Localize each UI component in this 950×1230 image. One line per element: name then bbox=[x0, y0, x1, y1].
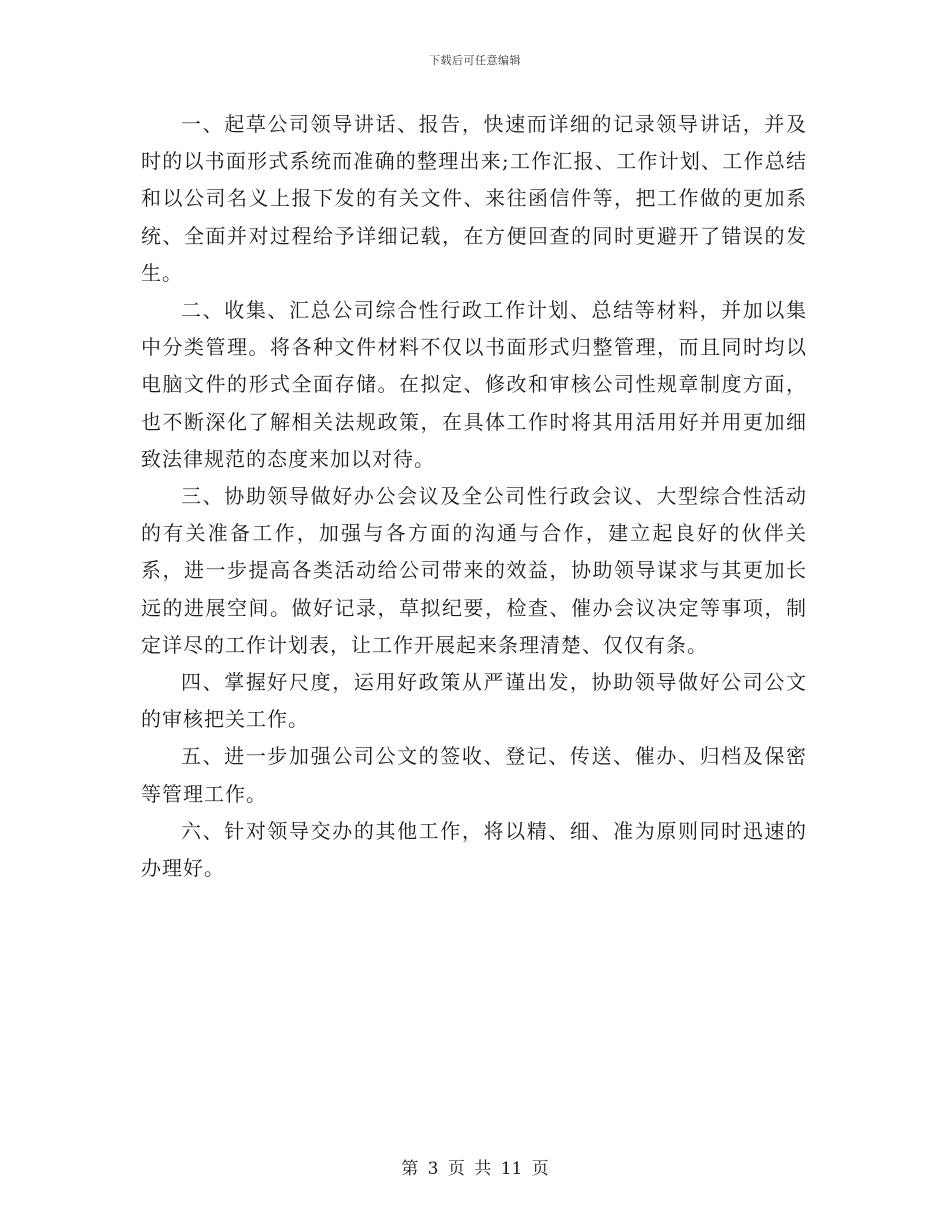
paragraph-3: 三、协助领导做好办公会议及全公司性行政会议、大型综合性活动的有关准备工作，加强与各方面的沟通与合作，建立起良好的伙伴关系，进一步提高各类活动给公司带来的效益，协助领导谋求与其更加长远的进展空间。做好记录，草拟纪要，检查、催办会议决定等事项，制定详尽的工作计划表，让工作开展起来条理清楚、仅仅有条。 bbox=[141, 484, 807, 657]
paragraph-6: 六、针对领导交办的其他工作，将以精、细、准为原则同时迅速的办理好。 bbox=[141, 818, 807, 881]
page-footer: 第 3 页 共 11 页 bbox=[401, 1159, 549, 1179]
page-header: 下载后可任意编辑 bbox=[429, 54, 521, 67]
paragraph-5: 五、进一步加强公司公文的签收、登记、传送、催办、归档及保密等管理工作。 bbox=[141, 744, 807, 806]
paragraph-4: 四、掌握好尺度，运用好政策从严谨出发，协助领导做好公司公文的审核把关工作。 bbox=[141, 670, 807, 732]
document-body bbox=[141, 106, 807, 887]
paragraph-1: 一、起草公司领导讲话、报告，快速而详细的记录领导讲话，并及时的以书面形式系统而准确的整理出来;工作汇报、工作计划、工作总结和以公司名义上报下发的有关文件、来往函信件等，把工作做的更加系统、全面并对过程给予详细记载，在方便回查的同时更避开了错误的发生。 bbox=[141, 112, 807, 285]
paragraph-2: 二、收集、汇总公司综合性行政工作计划、总结等材料，并加以集中分类管理。将各种文件材料不仅以书面形式归整管理，而且同时均以电脑文件的形式全面存储。在拟定、修改和审核公司性规章制度方面，也不断深化了解相关法规政策，在具体工作时将其用活用好并用更加细致法律规范的态度来加以对待。 bbox=[141, 298, 807, 471]
